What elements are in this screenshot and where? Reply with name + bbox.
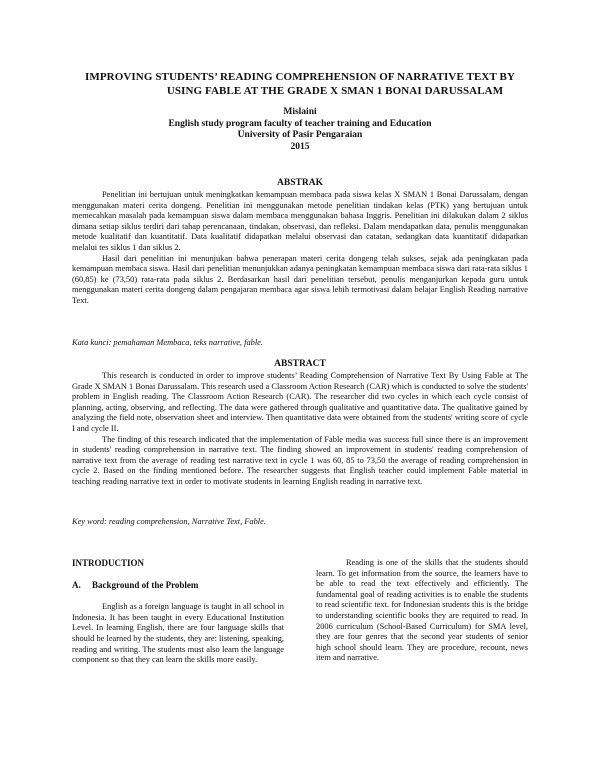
title-line-1: IMPROVING STUDENTS’ READING COMPREHENSION OF NARRATIVE TEXT BY [84,71,516,83]
author-block [60,107,540,153]
abstract-paragraph-1: This research is conducted in order to improve students’ Reading Comprehension of Narrative Text By Using Fable at The Grade X SMAN 1 Bonai Darussalam. This research used a Classroom Action Research (CAR) which is conducted to solve the students' problem in English reading. The Classroom Action Research (CAR). The researcher did two cycles in which each cycle consist of planning, acting, observing, and reflecting. The data were gathered through qualitative and quantitative data. The qualitative gained by analyzing the field note, observation sheet and interview. Then quantitative data were obtained from the students' writing score of cycle I and cycle II. [72,371,528,433]
subsection-heading [72,580,284,591]
paper-title [60,70,540,98]
abstrak-keywords: Kata kunci: pemahaman Membaca, teks narrative, fable. [72,338,263,347]
abstrak-paragraph-2: Hasil dari penelitian ini menunjukan bahwa penerapan materi cerita dongeng telah sukses, sejak ada peningkatan pada kemampuan membaca siswa. Hasil dari penelitian menunjukkan adanya peningkatan kemampuan membaca siswa dari rata-rata siklus 1 (60,85) ke (73,50) rata-rata pada siklus 2. Berdasarkan hasil dari penelitian tersebut, penulis menganjurkan kepada guru untuk menggunakan materi cerita dongeng dalam pengajaran membaca agar siswa lebih termotivasi dalam belajar English Reading narrative Text. [72,253,528,305]
reading-paragraph: Reading is one of the skills that the students should learn. To get information from the source, the learners have to be able to read the text effectively and efficiently. The fundamental goal of reading activities is to enable the students to read scientific text. for Indonesian students this is the bridge to understanding scientific books they are required to read. In 2006 curriculum (School-Based Curriculum) for SMA level, they are four genres that the second year students of senior high school should learn. They are procedure, recount, news item and narrative. [316,558,528,663]
left-column [72,558,284,666]
introduction-heading: INTRODUCTION [72,558,145,568]
background-paragraph: English as a foreign language is taught in all school in Indonesia. It has been taught in every Educational Institution Level. In learning English, there are four language skills that should be learned by the students, they are: listening, speaking, reading and writing. The students must also learn the language component so that they can learn the skills more easily. [72,602,284,665]
abstract-paragraph-2: The finding of this research indicated that the implementation of Fable media was success full since there is an improvement in students' reading comprehension in narrative text. The finding showed an improvement in students' reading comprehension of narrative text from the average of reading test narrative text in cycle 1 was 60, 85 to 73,50 the average of reading comprehension in cycle 2. Based on the finding mentioned before. The researcher suggests that English teacher could implement Fable material in teaching reading narrative text in order to motivate students in learning English reading in narrative text. [72,434,528,486]
subsection-title: Background of the Problem [92,579,199,590]
author-name: Mislaini [283,107,317,117]
abstrak-body [72,190,528,307]
author-year: 2015 [290,141,310,152]
abstract-keywords: Key word: reading comprehension, Narrative Text, Fable. [72,517,266,526]
subsection-number: A. [72,579,81,590]
abstract-heading: ABSTRACT [274,359,326,369]
author-affiliation: English study program faculty of teacher training and Education [168,118,432,129]
abstract-body [72,371,528,488]
author-university: University of Pasir Pengaraian [237,130,363,140]
abstrak-heading: ABSTRAK [277,178,323,188]
title-line-2: USING FABLE AT THE GRADE X SMAN 1 BONAI DARUSSALAM [166,85,504,97]
abstrak-paragraph-1: Penelitian ini bertujuan untuk meningkatkan kemampuan membaca pada siswa kelas X SMAN 1 Bonai Darussalam, dengan menggunakan materi cerita dongeng. Penelitian ini menggunakan metode penelitian tindakan kelas (PTK) yang bertujuan untuk memecahkan masalah pada kemampuan siswa dalam membaca menggunakan bahasa Inggris. Penelitian ini dilakukan dalam 2 siklus dimana setiap siklus terdiri dari tahap perencanaan, tindakan, observasi, dan refleksi. Dalam mendapatkan data, penulis menggunakan metode kualitatif dan kuantitatif. Data kualitatif didapatkan melalui observasi dan catatan, sedangkan data kuantitatif didapatkan melalui tes siklus 1 dan siklus 2. [72,190,528,252]
right-column [316,558,528,664]
